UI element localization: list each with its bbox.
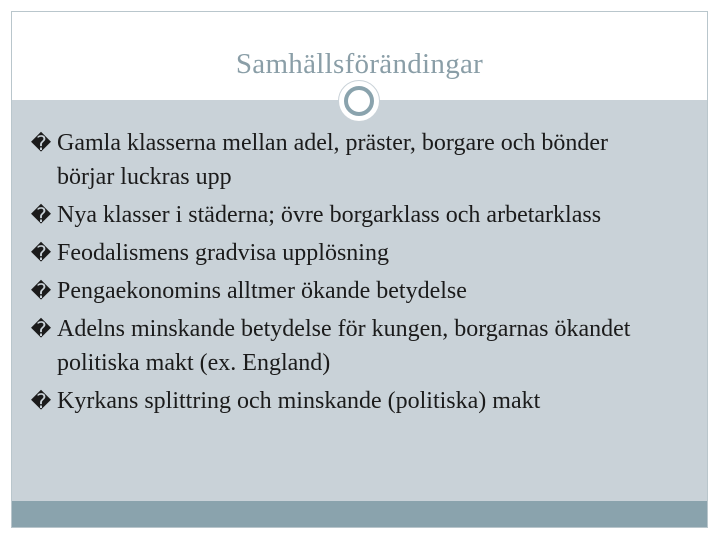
bullet-text: Nya klasser i städerna; övre borgarklass och arbetarklass	[57, 202, 602, 228]
bullet-item	[30, 274, 670, 308]
bullet-icon: �	[30, 203, 52, 227]
bullet-icon: �	[30, 241, 52, 265]
bullet-text: Kyrkans splittring och minskande (politiska) makt	[57, 388, 541, 414]
slide-title: Samhällsförändingar	[235, 48, 484, 80]
bullet-text: Adelns minskande betydelse för kungen, borgarnas ökandet politiska makt (ex. England)	[57, 316, 631, 376]
bullet-icon: �	[30, 131, 52, 155]
bullet-icon: �	[30, 389, 52, 413]
ring-icon	[344, 86, 374, 116]
bullet-icon: �	[30, 279, 52, 303]
bullet-item	[30, 236, 670, 270]
bullet-text: Feodalismens gradvisa upplösning	[57, 240, 389, 266]
bullet-icon: �	[30, 317, 52, 341]
bullet-text: Gamla klasserna mellan adel, präster, borgare och bönder börjar luckras upp	[57, 130, 609, 190]
bullet-item	[30, 384, 670, 418]
footer-bar	[12, 501, 707, 527]
title-divider	[12, 99, 527, 100]
bullet-item	[30, 126, 670, 194]
bullet-item	[30, 198, 670, 232]
bullet-text: Pengaekonomins alltmer ökande betydelse	[57, 278, 467, 304]
bullet-item	[30, 312, 670, 380]
bullet-list	[30, 126, 670, 422]
